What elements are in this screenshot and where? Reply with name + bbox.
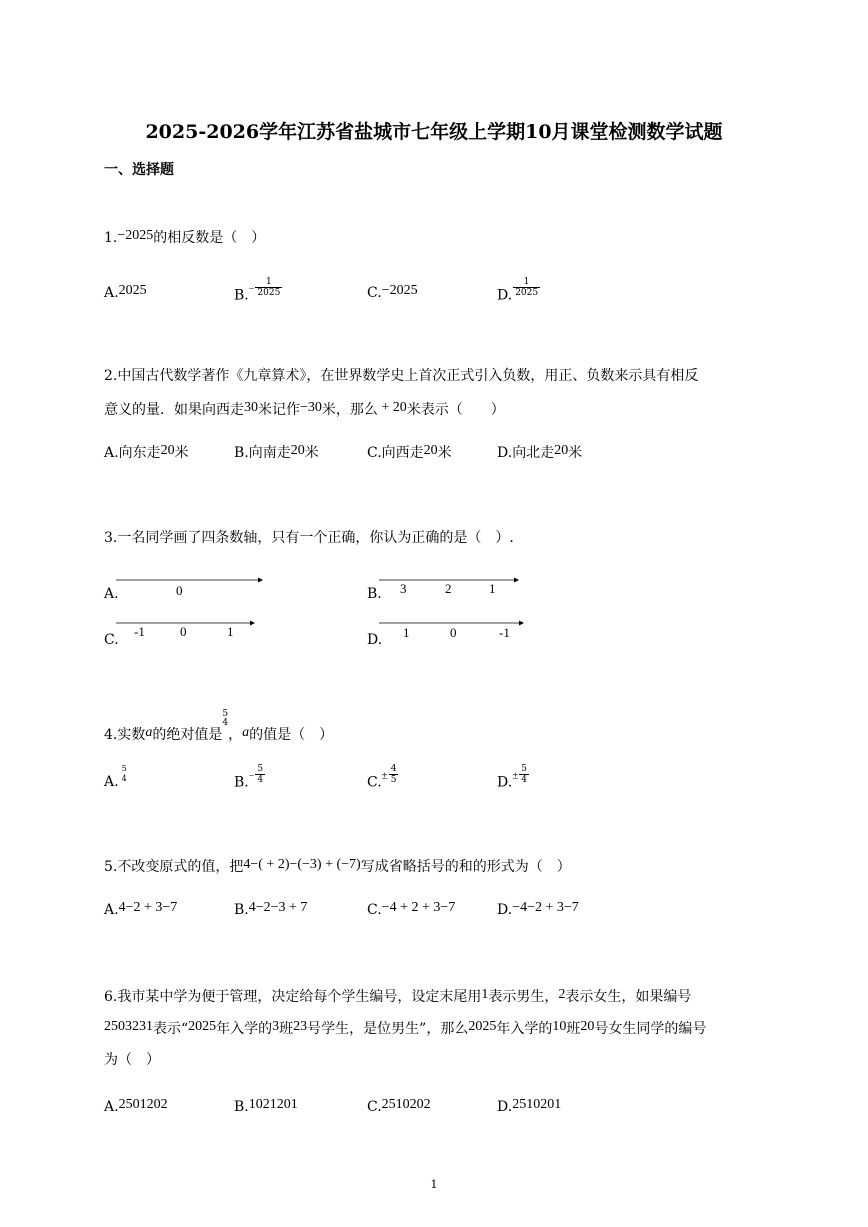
q2-option-a[interactable]: A.向东走20米 <box>104 443 189 461</box>
q4-option-a[interactable]: A. 5 4 <box>104 764 127 790</box>
q1-option-d[interactable]: D. $\frac{1}{2025}$ <box>497 277 539 304</box>
section-heading: 一、选择题 <box>104 162 174 178</box>
q3d-tick-0: 1 <box>403 625 410 640</box>
q1-suffix: 的相反数是（ ） <box>153 230 266 246</box>
q6-option-c[interactable]: C.2510202 <box>367 1097 431 1115</box>
page-title: 2025-2026学年江苏省盐城市七年级上学期10月课堂检测数学试题 <box>145 121 723 143</box>
question-6-line-1: 6.我市某中学为便于管理，决定给每个学生编号，设定末尾用1表示男生，2表示女生，如果编号 <box>104 987 692 1005</box>
q3-option-d-label[interactable]: D. <box>367 632 383 648</box>
q6-option-a[interactable]: A.2501202 <box>104 1097 168 1115</box>
q1-option-a[interactable]: A.2025 <box>104 283 147 301</box>
question-6-line-2: 2503231表示“2025年入学的3班23号学生，是位男生”，那么2025年入学的10班20号女生同学的编号 <box>104 1019 707 1037</box>
q5-option-c[interactable]: C.−4 + 2 + 3−7 <box>367 900 456 918</box>
q4-var-a: a <box>145 725 153 740</box>
q3c-tick-0: -1 <box>134 624 145 639</box>
question-2-line-1: 2.中国古代数学著作《九章算术》，在世界数学史上首次正式引入负数，用正、负数来示具有相反 <box>104 368 699 384</box>
q2-option-b[interactable]: B.向南走20米 <box>234 443 319 461</box>
q5-option-b[interactable]: B.4−2−3 + 7 <box>234 900 308 918</box>
q3d-tick-2: -1 <box>499 625 510 640</box>
q3d-tick-1: 0 <box>450 625 457 640</box>
q6-option-b[interactable]: B.1021201 <box>234 1097 298 1115</box>
question-6-line-3: 为（ ） <box>104 1052 160 1068</box>
q1-math: −2025 <box>117 228 154 243</box>
q6-option-d[interactable]: D.2510201 <box>497 1097 562 1115</box>
q3b-tick-1: 2 <box>445 581 452 596</box>
question-4-stem: 4.实数a的绝对值是 5 4 ，a的值是（ ） <box>104 709 334 743</box>
question-5-stem: 5.不改变原式的值，把4−( + 2)−(−3) + (−7)写成省略括号的和的形式为（ ） <box>104 857 571 875</box>
q5-expression: 4−( + 2)−(−3) + (−7) <box>243 857 361 872</box>
q2-option-d[interactable]: D.向北走20米 <box>497 443 583 461</box>
q2-option-c[interactable]: C.向西走20米 <box>367 443 452 461</box>
q4-var-a-2: a <box>242 725 250 740</box>
q3-option-b-label[interactable]: B. <box>367 586 382 602</box>
question-1-stem <box>104 226 265 248</box>
q1-prefix: 1. <box>104 230 118 246</box>
page-number: 1 <box>430 1178 438 1191</box>
q3-number-line-d <box>379 617 529 647</box>
q5-option-d[interactable]: D.−4−2 + 3−7 <box>497 900 579 918</box>
q1-option-b[interactable]: B.− $\frac{1}{2025}$ <box>234 277 281 304</box>
q3-number-line-c <box>116 617 261 647</box>
q3-option-a-label[interactable]: A. <box>104 586 119 602</box>
question-3-stem: 3.一名同学画了四条数轴，只有一个正确，你认为正确的是（ ）. <box>104 530 514 546</box>
q4-option-c[interactable]: C.± $\frac{4}{5}$ <box>367 764 397 791</box>
q4-option-d[interactable]: D.± $\frac{5}{4}$ <box>497 764 527 791</box>
question-2-line-2: 意义的量．如果向西走30米记作−30米，那么 + 20米表示（ ） <box>104 400 505 418</box>
q3-number-line-b <box>379 573 524 603</box>
q3b-tick-2: 1 <box>489 581 496 596</box>
q4-option-b[interactable]: B.− $\frac{5}{4}$ <box>234 764 264 791</box>
q3-number-line-a <box>116 573 266 603</box>
q1-option-c[interactable]: C.−2025 <box>367 283 418 301</box>
q5-option-a[interactable]: A.4−2 + 3−7 <box>104 900 178 918</box>
q3b-tick-0: 3 <box>400 581 407 596</box>
q3c-tick-1: 0 <box>180 624 187 639</box>
q3a-tick-0: 0 <box>176 583 183 598</box>
q3-option-c-label[interactable]: C. <box>104 632 119 648</box>
q3c-tick-2: 1 <box>227 624 234 639</box>
